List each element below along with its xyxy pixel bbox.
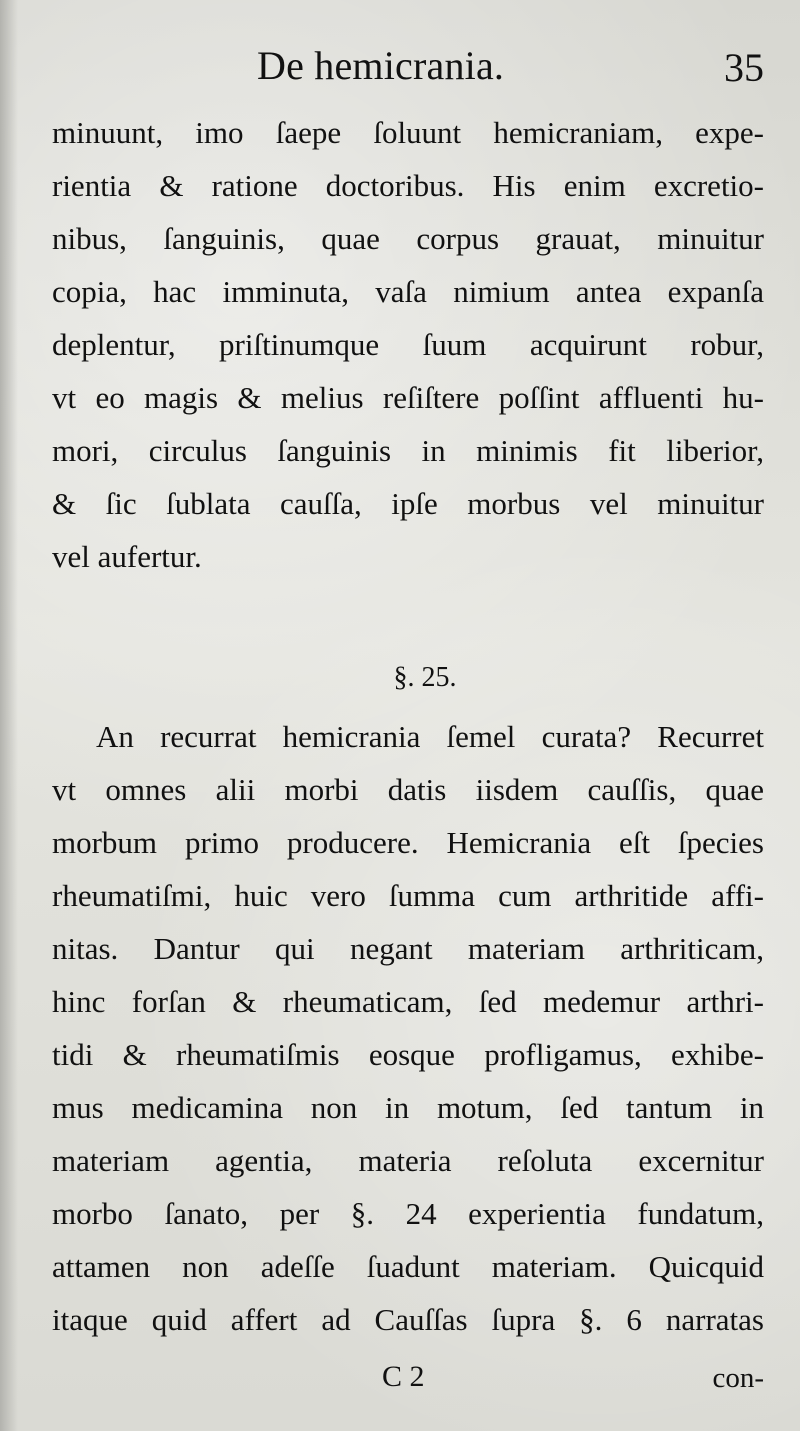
page-edge-shadow bbox=[0, 0, 18, 1431]
paragraph-one-line: vt eo magis & melius reſiſtere poſſint affluenti hu- bbox=[52, 380, 764, 415]
paragraph-two-line: attamen non adeſſe ſuadunt materiam. Quicquid bbox=[52, 1249, 764, 1284]
paragraph-two-line: hinc forſan & rheumaticam, ſed medemur arthri- bbox=[52, 984, 764, 1019]
paragraph-two-line: vt omnes alii morbi datis iisdem cauſſis, quae bbox=[52, 772, 764, 807]
paragraph-one-line: minuunt, imo ſaepe ſoluunt hemicraniam, expe- bbox=[52, 115, 764, 150]
paragraph-one-line: nibus, ſanguinis, quae corpus grauat, minuitur bbox=[52, 221, 764, 256]
paragraph-two-line: rheumatiſmi, huic vero ſumma cum arthritide affi- bbox=[52, 878, 764, 913]
running-head bbox=[52, 42, 764, 100]
paragraph-one-line: mori, circulus ſanguinis in minimis fit liberior, bbox=[52, 433, 764, 468]
paragraph-two-line: mus medicamina non in motum, ſed tantum in bbox=[52, 1090, 764, 1125]
paragraph-one-line: vel aufertur. bbox=[52, 539, 202, 574]
catchword: con- bbox=[712, 1362, 764, 1394]
paragraph-two bbox=[52, 710, 764, 1346]
paragraph-two-line: itaque quid affert ad Cauſſas ſupra §. 6 narratas bbox=[52, 1302, 764, 1337]
paragraph-one-line: & ſic ſublata cauſſa, ipſe morbus vel minuitur bbox=[52, 486, 764, 521]
paragraph-two-line: morbo ſanato, per §. 24 experientia fundatum, bbox=[52, 1196, 764, 1231]
paragraph-two-line: tidi & rheumatiſmis eosque profligamus, exhibe- bbox=[52, 1037, 764, 1072]
paragraph-one-line: deplentur, priſtinumque ſuum acquirunt robur, bbox=[52, 327, 764, 362]
paragraph-one bbox=[52, 106, 764, 583]
paragraph-one-line: copia, hac imminuta, vaſa nimium antea expanſa bbox=[52, 274, 764, 309]
signature-mark: C 2 bbox=[382, 1360, 425, 1393]
running-title: De hemicrania. bbox=[257, 43, 505, 88]
paragraph-two-line: materiam agentia, materia reſoluta excernitur bbox=[52, 1143, 764, 1178]
section-mark: §. 25. bbox=[393, 662, 457, 693]
page-number: 35 bbox=[724, 45, 764, 90]
paragraph-two-line: nitas. Dantur qui negant materiam arthriticam, bbox=[52, 931, 764, 966]
paragraph-two-line: An recurrat hemicrania ſemel curata? Recurret bbox=[96, 719, 764, 754]
paragraph-two-line: morbum primo producere. Hemicrania eſt ſpecies bbox=[52, 825, 764, 860]
paragraph-one-line: rientia & ratione doctoribus. His enim excretio- bbox=[52, 168, 764, 203]
